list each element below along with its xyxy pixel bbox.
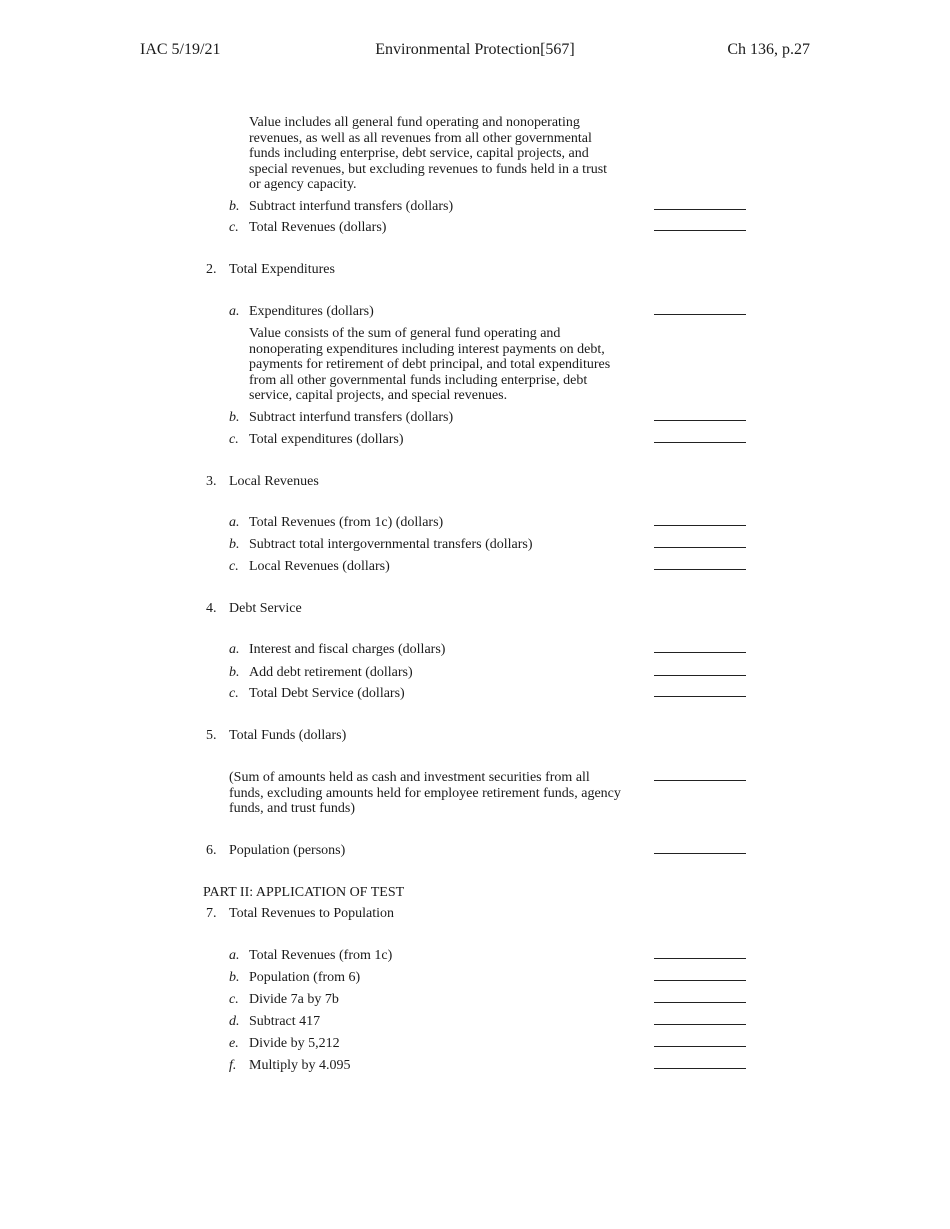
section-title: Local Revenues bbox=[229, 474, 319, 489]
item-text: Interest and fiscal charges (dollars) bbox=[249, 642, 446, 657]
expenditure-description: Value consists of the sum of general fund operating and nonoperating expenditures including interest payments on debt, payments for retirement of debt principal, and total expenditures from all other governmental funds including enterprise, debt service, capital projects, and special revenues. bbox=[249, 326, 611, 403]
answer-blank[interactable] bbox=[654, 442, 746, 443]
revenue-description: Value includes all general fund operating and nonoperating revenues, as well as all revenues from all other governmental funds including enterprise, debt service, capital projects, and special revenues, but excluding revenues to funds held in a trust or agency capacity. bbox=[249, 115, 608, 192]
item-letter: c. bbox=[229, 992, 239, 1007]
answer-blank[interactable] bbox=[654, 1068, 746, 1069]
item-text: Subtract 417 bbox=[249, 1014, 321, 1029]
section-title: Total Expenditures bbox=[229, 262, 335, 277]
part-heading: PART II: APPLICATION OF TEST bbox=[203, 885, 405, 900]
section-number: 2. bbox=[206, 262, 217, 277]
item-letter: c. bbox=[229, 559, 239, 574]
answer-blank[interactable] bbox=[654, 1002, 746, 1003]
section-number: 5. bbox=[206, 728, 217, 743]
item-text: Total Revenues (from 1c) bbox=[249, 948, 393, 963]
item-text: Add debt retirement (dollars) bbox=[249, 665, 413, 680]
total-funds-description: (Sum of amounts held as cash and investment securities from all funds, excluding amounts held for employee retirement funds, agency funds, and trust funds) bbox=[229, 770, 621, 816]
item-text: Total expenditures (dollars) bbox=[249, 432, 404, 447]
answer-blank[interactable] bbox=[654, 1046, 746, 1047]
item-letter: b. bbox=[229, 970, 240, 985]
section-number: 3. bbox=[206, 474, 217, 489]
item-letter: a. bbox=[229, 515, 240, 530]
section-number: 7. bbox=[206, 906, 217, 921]
item-letter: d. bbox=[229, 1014, 240, 1029]
item-text: Local Revenues (dollars) bbox=[249, 559, 390, 574]
answer-blank[interactable] bbox=[654, 209, 746, 210]
item-text: Subtract interfund transfers (dollars) bbox=[249, 199, 454, 214]
header-center: Environmental Protection[567] bbox=[375, 41, 575, 58]
answer-blank[interactable] bbox=[654, 314, 746, 315]
item-letter: c. bbox=[229, 686, 239, 701]
item-text: Total Revenues (dollars) bbox=[249, 220, 387, 235]
section-number: 6. bbox=[206, 843, 217, 858]
item-letter: e. bbox=[229, 1036, 239, 1051]
answer-blank[interactable] bbox=[654, 230, 746, 231]
section-title: Population (persons) bbox=[229, 843, 346, 858]
item-text: Divide 7a by 7b bbox=[249, 992, 339, 1007]
section-title: Total Revenues to Population bbox=[229, 906, 395, 921]
item-letter: b. bbox=[229, 199, 240, 214]
item-text: Population (from 6) bbox=[249, 970, 361, 985]
answer-blank[interactable] bbox=[654, 525, 746, 526]
answer-blank[interactable] bbox=[654, 696, 746, 697]
answer-blank[interactable] bbox=[654, 569, 746, 570]
answer-blank[interactable] bbox=[654, 980, 746, 981]
item-text: Divide by 5,212 bbox=[249, 1036, 340, 1051]
answer-blank[interactable] bbox=[654, 958, 746, 959]
section-title: Total Funds (dollars) bbox=[229, 728, 347, 743]
item-letter: a. bbox=[229, 304, 240, 319]
item-letter: b. bbox=[229, 410, 240, 425]
section-number: 4. bbox=[206, 601, 217, 616]
answer-blank[interactable] bbox=[654, 1024, 746, 1025]
item-text: Expenditures (dollars) bbox=[249, 304, 374, 319]
item-letter: a. bbox=[229, 948, 240, 963]
answer-blank[interactable] bbox=[654, 780, 746, 781]
item-letter: b. bbox=[229, 665, 240, 680]
item-letter: b. bbox=[229, 537, 240, 552]
item-letter: f. bbox=[229, 1058, 237, 1073]
header-right: Ch 136, p.27 bbox=[727, 41, 810, 58]
item-letter: a. bbox=[229, 642, 240, 657]
item-text: Total Revenues (from 1c) (dollars) bbox=[249, 515, 444, 530]
section-title: Debt Service bbox=[229, 601, 302, 616]
answer-blank[interactable] bbox=[654, 420, 746, 421]
item-text: Total Debt Service (dollars) bbox=[249, 686, 405, 701]
answer-blank[interactable] bbox=[654, 675, 746, 676]
item-text: Subtract total intergovernmental transfers (dollars) bbox=[249, 537, 533, 552]
answer-blank[interactable] bbox=[654, 652, 746, 653]
answer-blank[interactable] bbox=[654, 853, 746, 854]
item-text: Multiply by 4.095 bbox=[249, 1058, 351, 1073]
item-letter: c. bbox=[229, 432, 239, 447]
answer-blank[interactable] bbox=[654, 547, 746, 548]
item-letter: c. bbox=[229, 220, 239, 235]
header-left: IAC 5/19/21 bbox=[140, 41, 221, 58]
item-text: Subtract interfund transfers (dollars) bbox=[249, 410, 454, 425]
